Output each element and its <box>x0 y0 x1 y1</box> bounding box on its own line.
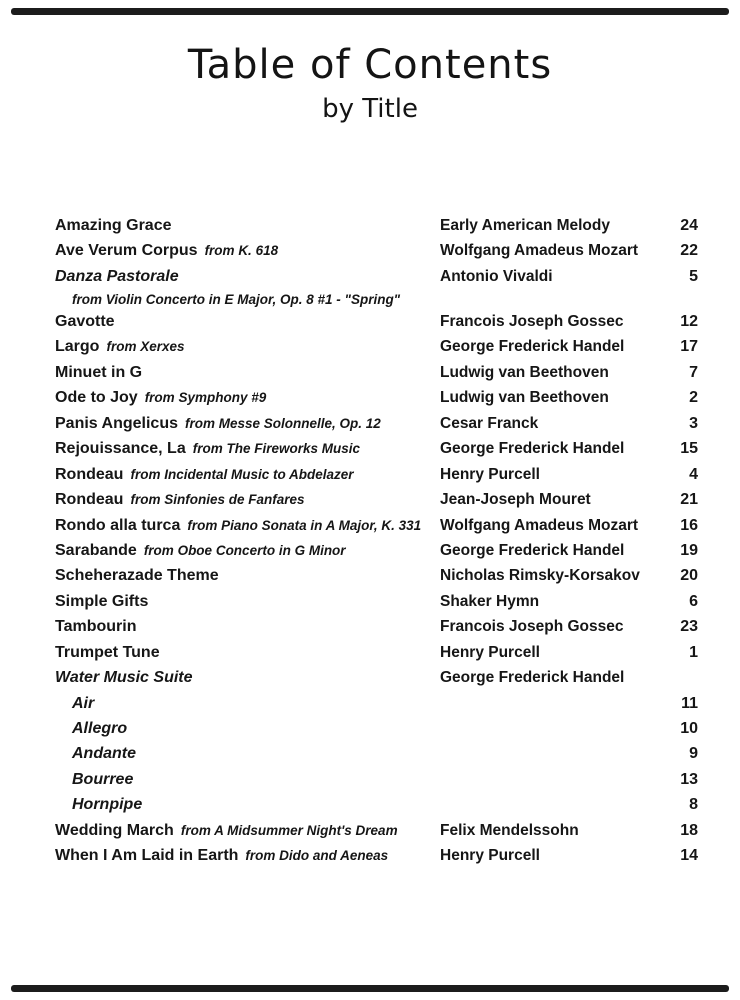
entry-page-number: 16 <box>680 516 698 534</box>
entry-title: Ave Verum Corpus <box>55 242 198 260</box>
toc-row <box>55 564 698 589</box>
entry-title-cell <box>55 720 440 738</box>
entry-page-number: 6 <box>689 592 698 610</box>
toc-row <box>55 487 698 512</box>
entry-from-subtitle: from Incidental Music to Abdelazer <box>130 466 354 482</box>
entry-title-cell <box>55 695 440 713</box>
entry-page-number: 14 <box>680 847 698 865</box>
entry-page-number: 3 <box>689 414 698 432</box>
entry-title-cell <box>55 567 440 585</box>
toc-row <box>55 513 698 538</box>
entry-title: Rondeau <box>55 491 124 509</box>
toc-row <box>55 767 698 792</box>
entry-title: Amazing Grace <box>55 216 172 234</box>
entry-composer: George Frederick Handel <box>440 440 625 458</box>
entry-page-number: 15 <box>680 440 698 458</box>
entry-title: Ode to Joy <box>55 389 138 407</box>
entry-title-cell <box>55 466 440 484</box>
entry-from-subtitle: from Xerxes <box>106 339 185 355</box>
toc-row <box>55 386 698 411</box>
entry-composer: George Frederick Handel <box>440 541 625 559</box>
entry-title: Wedding March <box>55 821 174 839</box>
entry-title: Andante <box>72 745 136 763</box>
entry-page-number: 11 <box>681 694 698 712</box>
entry-page-number: 21 <box>680 491 698 509</box>
entry-from-subtitle: from The Fireworks Music <box>192 441 361 457</box>
entry-title: Minuet in G <box>55 363 143 381</box>
toc-list <box>55 213 698 869</box>
entry-composer: George Frederick Handel <box>440 338 625 356</box>
entry-composer: Antonio Vivaldi <box>440 267 553 285</box>
entry-title: Hornpipe <box>72 796 143 814</box>
entry-composer: Wolfgang Amadeus Mozart <box>440 516 639 534</box>
entry-page-number: 19 <box>680 541 698 559</box>
entry-composer: Cesar Franck <box>440 414 539 432</box>
toc-row <box>55 818 698 843</box>
entry-composer: Henry Purcell <box>440 847 540 865</box>
entry-title-cell <box>55 745 440 763</box>
entry-composer: Shaker Hymn <box>440 592 540 610</box>
entry-composer: Ludwig van Beethoven <box>440 363 609 381</box>
entry-sub-line: from Violin Concerto in E Major, Op. 8 #1 - "Spring" <box>72 291 401 307</box>
entry-page-number: 23 <box>680 618 698 636</box>
entry-title: Gavotte <box>55 313 115 331</box>
entry-composer: George Frederick Handel <box>440 669 625 687</box>
entry-title-cell <box>55 415 440 433</box>
entry-composer: Nicholas Rimsky-Korsakov <box>440 567 640 585</box>
entry-title-cell <box>55 440 440 458</box>
entry-title: Allegro <box>72 720 128 738</box>
toc-row <box>55 360 698 385</box>
toc-subrow <box>55 289 698 309</box>
entry-from-subtitle: from Oboe Concerto in G Minor <box>143 542 346 558</box>
entry-from-subtitle: from K. 618 <box>204 243 279 259</box>
entry-page-number: 9 <box>689 745 698 763</box>
entry-composer: Ludwig van Beethoven <box>440 389 609 407</box>
entry-title: Rondeau <box>55 465 124 483</box>
entry-title: Simple Gifts <box>55 592 149 610</box>
entry-title-cell <box>55 389 440 407</box>
entry-page-number: 2 <box>689 389 698 407</box>
entry-title: Panis Angelicus <box>55 414 178 432</box>
page-title: Table of Contents <box>187 42 553 88</box>
entry-title-cell <box>55 268 440 286</box>
entry-title: Largo <box>55 338 100 356</box>
entry-title: Trumpet Tune <box>55 643 160 661</box>
entry-title: Water Music Suite <box>55 669 193 687</box>
entry-composer: Jean-Joseph Mouret <box>440 491 591 509</box>
entry-page-number: 1 <box>689 643 698 661</box>
entry-composer: Early American Melody <box>440 216 610 234</box>
entry-title: Rejouissance, La <box>55 440 186 458</box>
entry-page-number: 7 <box>689 363 698 381</box>
entry-composer: Wolfgang Amadeus Mozart <box>440 242 639 260</box>
entry-title-cell <box>55 491 440 509</box>
entry-page-number: 8 <box>689 796 698 814</box>
toc-row <box>55 309 698 334</box>
bottom-rule <box>11 985 729 992</box>
entry-title: Danza Pastorale <box>55 267 179 285</box>
toc-row <box>55 640 698 665</box>
entry-page-number: 22 <box>680 242 698 260</box>
entry-title-cell <box>55 593 440 611</box>
toc-row <box>55 437 698 462</box>
entry-title-cell <box>55 771 440 789</box>
entry-title-cell <box>55 542 440 560</box>
entry-page-number: 20 <box>680 567 698 585</box>
entry-from-subtitle: from Symphony #9 <box>144 390 267 406</box>
entry-from-subtitle: from Messe Solonnelle, Op. 12 <box>185 415 381 431</box>
entry-title-cell <box>55 242 440 260</box>
entry-title: Scheherazade Theme <box>55 567 219 585</box>
page-header <box>0 42 740 124</box>
toc-row <box>55 411 698 436</box>
toc-row <box>55 844 698 869</box>
toc-row <box>55 238 698 263</box>
entry-title-cell <box>55 644 440 662</box>
entry-from-subtitle: from A Midsummer Night's Dream <box>180 822 398 838</box>
entry-composer: Henry Purcell <box>440 465 540 483</box>
entry-page-number: 18 <box>680 821 698 839</box>
entry-page-number: 17 <box>680 338 698 356</box>
entry-composer: Felix Mendelssohn <box>440 821 579 839</box>
toc-row <box>55 213 698 238</box>
toc-row <box>55 538 698 563</box>
entry-title-cell <box>55 338 440 356</box>
entry-title: When I Am Laid in Earth <box>55 847 239 865</box>
entry-title-cell <box>55 364 440 382</box>
toc-row <box>55 462 698 487</box>
toc-row <box>55 335 698 360</box>
entry-title-cell <box>55 313 440 331</box>
toc-row <box>55 615 698 640</box>
entry-from-subtitle: from Dido and Aeneas <box>245 848 389 864</box>
entry-page-number: 5 <box>689 267 698 285</box>
toc-row <box>55 589 698 614</box>
entry-title-cell <box>55 517 440 535</box>
entry-title-cell <box>55 618 440 636</box>
toc-row <box>55 264 698 289</box>
toc-row <box>55 691 698 716</box>
entry-composer: Francois Joseph Gossec <box>440 313 624 331</box>
entry-page-number: 10 <box>680 720 698 738</box>
entry-page-number: 12 <box>680 313 698 331</box>
entry-title: Air <box>72 694 95 712</box>
entry-title: Tambourin <box>55 618 137 636</box>
entry-composer: Henry Purcell <box>440 643 540 661</box>
entry-page-number: 4 <box>689 465 698 483</box>
top-rule <box>11 8 729 15</box>
entry-from-subtitle: from Piano Sonata in A Major, K. 331 <box>187 517 422 533</box>
entry-page-number: 13 <box>680 770 698 788</box>
entry-title-cell <box>55 217 440 235</box>
entry-from-subtitle: from Sinfonies de Fanfares <box>130 492 305 508</box>
entry-title-cell <box>55 822 440 840</box>
entry-title-cell <box>55 669 440 687</box>
page-subtitle: by Title <box>322 94 418 124</box>
entry-title: Bourree <box>72 770 134 788</box>
entry-composer: Francois Joseph Gossec <box>440 618 624 636</box>
entry-title: Sarabande <box>55 541 137 559</box>
toc-row <box>55 716 698 741</box>
entry-title: Rondo alla turca <box>55 516 181 534</box>
toc-row <box>55 665 698 690</box>
entry-title-cell <box>55 847 440 865</box>
toc-row <box>55 742 698 767</box>
toc-row <box>55 793 698 818</box>
entry-title-cell <box>55 796 440 814</box>
entry-page-number: 24 <box>680 216 698 234</box>
